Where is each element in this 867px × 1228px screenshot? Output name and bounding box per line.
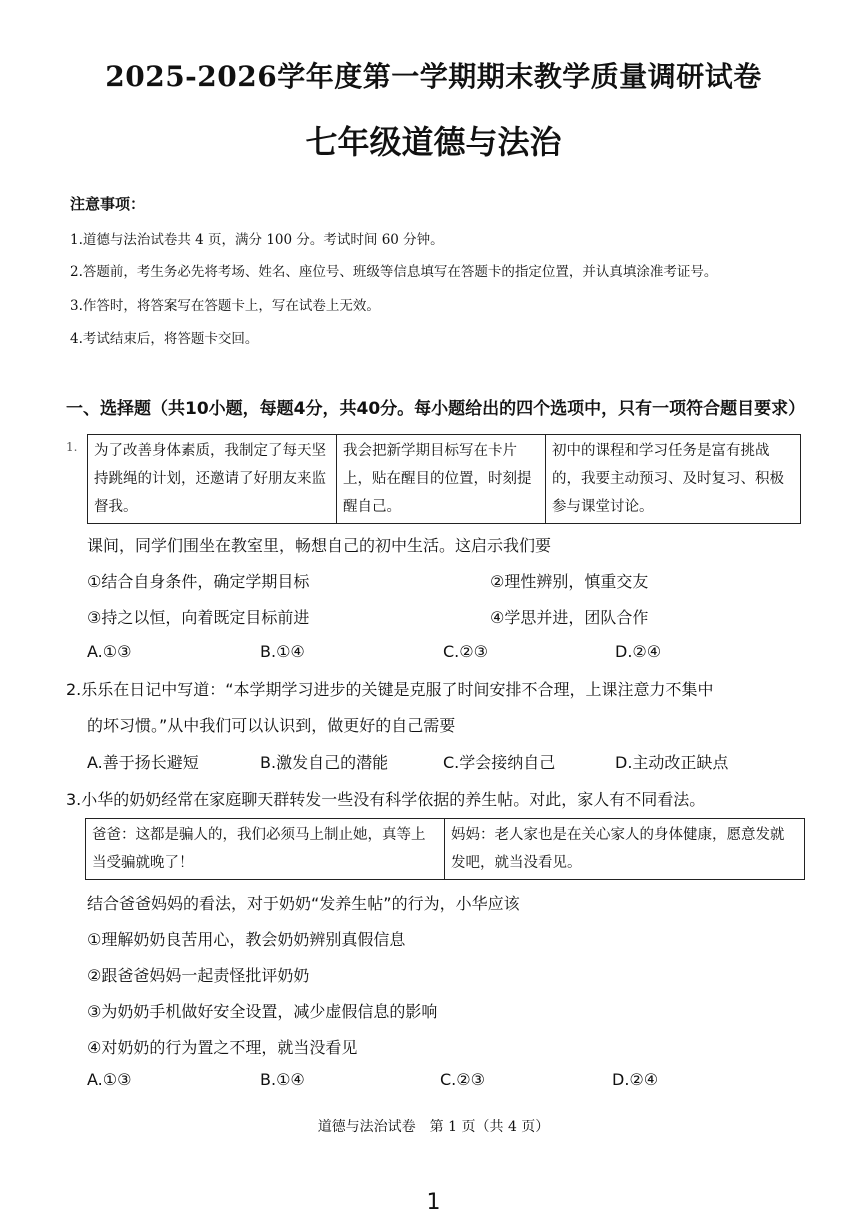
statement-3: ③为奶奶手机做好安全设置，减少虚假信息的影响: [87, 1002, 438, 1021]
notice-item-4: 4.考试结束后，将答题卡交回。: [70, 331, 259, 347]
table-cell: 妈妈：老人家也是在关心家人的身体健康，愿意发就发吧，就当没看见。: [445, 819, 805, 880]
statement-4: ④对奶奶的行为置之不理，就当没看见: [87, 1038, 358, 1057]
statement-3: ③持之以恒，向着既定目标前进: [87, 608, 310, 627]
table-cell: 为了改善身体素质，我制定了每天坚持跳绳的计划，还邀请了好朋友来监督我。: [88, 435, 337, 524]
option-c: C.②③: [440, 1070, 485, 1089]
question-3-table: [85, 818, 805, 880]
option-c: C.②③: [443, 642, 488, 661]
option-a: A.①③: [87, 1070, 132, 1089]
question-2-stem-line-1: 2.乐乐在日记中写道：“本学期学习进步的关键是克服了时间安排不合理，上课注意力不集中: [66, 680, 714, 699]
option-a: A.①③: [87, 642, 132, 661]
option-b: B.激发自己的潜能: [260, 753, 389, 772]
question-1-stem: 课间，同学们围坐在教室里，畅想自己的初中生活。这启示我们要: [87, 536, 552, 555]
section-heading: 一、选择题（共10小题，每题4分，共40分。每小题给出的四个选项中，只有一项符合题目要求）: [66, 399, 806, 419]
question-1-table: [87, 434, 801, 524]
question-3-stem: 3.小华的奶奶经常在家庭聊天群转发一些没有科学依据的养生帖。对此，家人有不同看法。: [66, 790, 706, 809]
notice-item-2: 2.答题前，考生务必先将考场、姓名、座位号、班级等信息填写在答题卡的指定位置，并认真填涂准考证号。: [70, 264, 718, 280]
table-cell: 我会把新学期目标写在卡片上，贴在醒目的位置，时刻提醒自己。: [337, 435, 546, 524]
notice-item-3: 3.作答时，将答案写在答题卡上，写在试卷上无效。: [70, 298, 380, 314]
statement-1: ①理解奶奶良苦用心，教会奶奶辨别真假信息: [87, 930, 406, 949]
table-cell: 爸爸：这都是骗人的，我们必须马上制止她，真等上当受骗就晚了！: [86, 819, 445, 880]
option-b: B.①④: [260, 1070, 305, 1089]
option-d: D.主动改正缺点: [615, 753, 729, 772]
statement-1: ①结合自身条件，确定学期目标: [87, 572, 310, 591]
table-cell: 初中的课程和学习任务是富有挑战的，我要主动预习、及时复习、积极参与课堂讨论。: [546, 435, 801, 524]
option-c: C.学会接纳自己: [443, 753, 556, 772]
option-b: B.①④: [260, 642, 305, 661]
statement-2: ②理性辨别，慎重交友: [490, 572, 649, 591]
notice-heading: 注意事项：: [70, 195, 146, 213]
question-1-number: 1.: [66, 440, 78, 454]
statement-2: ②跟爸爸妈妈一起责怪批评奶奶: [87, 966, 310, 985]
exam-title: 2025-2026学年度第一学期期末教学质量调研试卷: [105, 60, 762, 93]
statement-4: ④学思并进，团队合作: [490, 608, 649, 627]
notice-item-1: 1.道德与法治试卷共 4 页，满分 100 分。考试时间 60 分钟。: [70, 232, 444, 248]
page-number: 1: [426, 1190, 441, 1215]
option-d: D.②④: [612, 1070, 659, 1089]
subject-title: 七年级道德与法治: [305, 123, 562, 161]
question-3-question: 结合爸爸妈妈的看法，对于奶奶“发养生帖”的行为，小华应该: [87, 894, 520, 913]
question-2-stem-line-2: 的坏习惯。”从中我们可以认识到，做更好的自己需要: [87, 716, 456, 735]
option-d: D.②④: [615, 642, 662, 661]
option-a: A.善于扬长避短: [87, 753, 199, 772]
page-footer: 道德与法治试卷 第 1 页（共 4 页）: [317, 1119, 550, 1135]
